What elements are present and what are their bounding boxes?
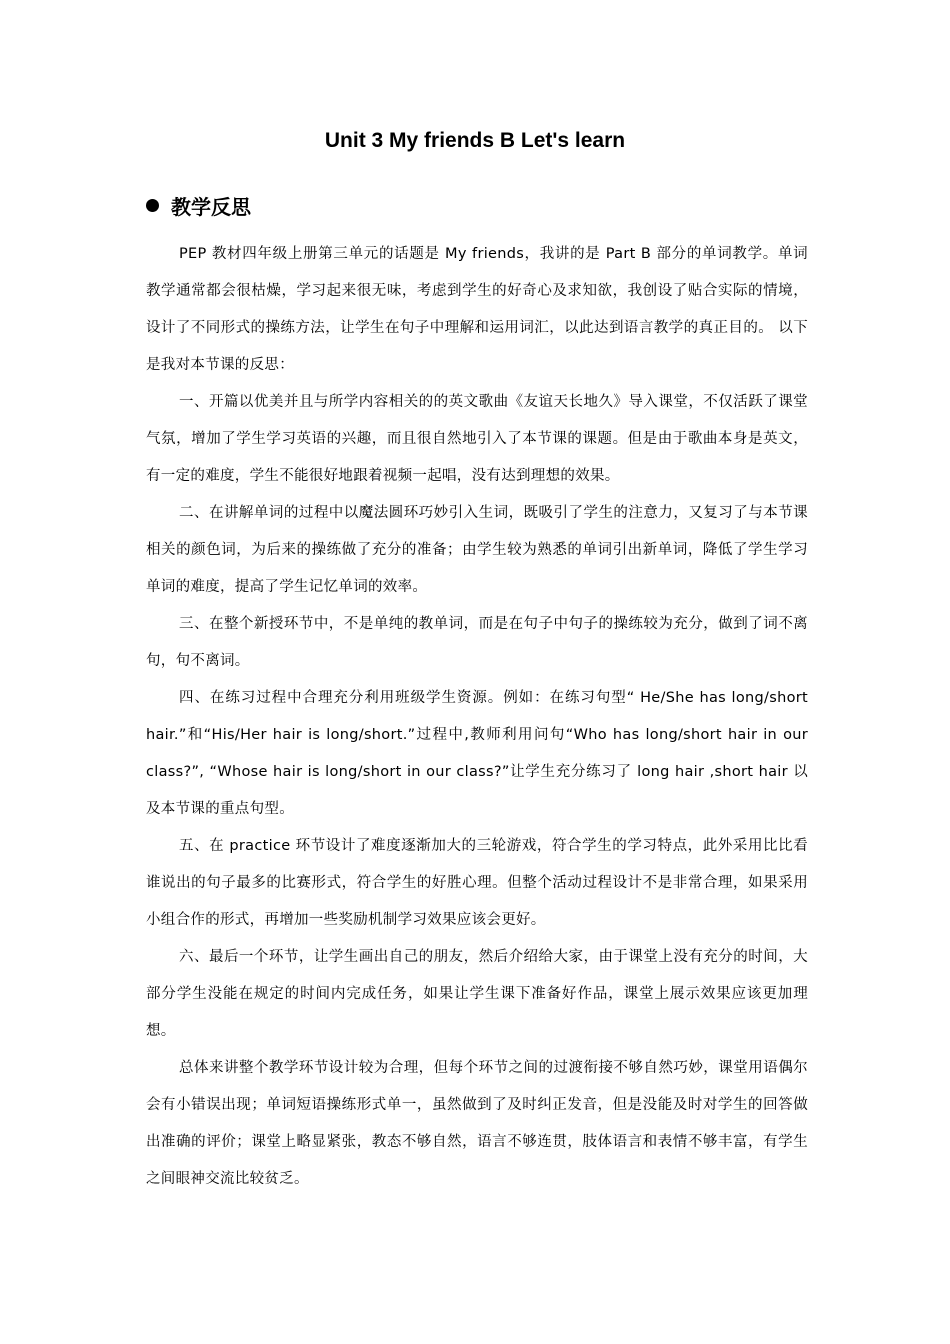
paragraph-summary: 总体来讲整个教学环节设计较为合理，但每个环节之间的过渡衔接不够自然巧妙，课堂用语偶尔会有小错误出现；单词短语操练形式单一，虽然做到了及时纠正发音，但是没能及时对学生的回答做出准确的评价；课堂上略显紧张，教态不够自然，语言不够连贯，肢体语言和表情不够丰富，有学生之间眼神交流比较贫乏。 — [146, 1060, 808, 1187]
document-title: Unit 3 My friends B Let's learn — [324, 129, 626, 152]
paragraph-point-3: 三、在整个新授环节中，不是单纯的教单词，而是在句子中句子的操练较为充分，做到了词不离句，句不离词。 — [146, 616, 808, 669]
paragraph-point-2: 二、在讲解单词的过程中以魔法圆环巧妙引入生词，既吸引了学生的注意力，又复习了与本节课相关的颜色词，为后来的操练做了充分的准备；由学生较为熟悉的单词引出新单词，降低了学生学习单词的难度，提高了学生记忆单词的效率。 — [146, 505, 808, 595]
body-text — [146, 236, 808, 1198]
paragraph-point-6: 六、最后一个环节，让学生画出自己的朋友，然后介绍给大家，由于课堂上没有充分的时间，大部分学生没能在规定的时间内完成任务，如果让学生课下准备好作品，课堂上展示效果应该更加理想。 — [146, 949, 808, 1039]
paragraph-point-4: 四、在练习过程中合理充分利用班级学生资源。例如：在练习句型“ He/She has long/short hair.”和“His/Her hair is long/short.”过程中,教师利用问句“Who has long/short hair in our class?”, “Whose hair is long/short in our class?”让学生充分练习了 long hair ,short hair 以及本节课的重点句型。 — [146, 690, 808, 817]
paragraph-point-1: 一、开篇以优美并且与所学内容相关的的英文歌曲《友谊天长地久》导入课堂，不仅活跃了课堂气氛，增加了学生学习英语的兴趣，而且很自然地引入了本节课的课题。但是由于歌曲本身是英文，有一定的难度，学生不能很好地跟着视频一起唱，没有达到理想的效果。 — [146, 394, 808, 484]
paragraph-intro: PEP 教材四年级上册第三单元的话题是 My friends，我讲的是 Part B 部分的单词教学。单词教学通常都会很枯燥，学习起来很无味，考虑到学生的好奇心及求知欲，我创设了贴合实际的情境，设计了不同形式的操练方法，让学生在句子中理解和运用词汇，以此达到语言教学的真正目的。 以下是我对本节课的反思： — [146, 246, 808, 373]
paragraph-point-5: 五、在 practice 环节设计了难度逐渐加大的三轮游戏，符合学生的学习特点，此外采用比比看谁说出的句子最多的比赛形式，符合学生的好胜心理。但整个活动过程设计不是非常合理，如果采用小组合作的形式，再增加一些奖励机制学习效果应该会更好。 — [146, 838, 808, 928]
section-heading — [146, 190, 251, 220]
section-heading-label: 教学反思 — [171, 194, 251, 219]
bullet-icon — [146, 199, 159, 212]
